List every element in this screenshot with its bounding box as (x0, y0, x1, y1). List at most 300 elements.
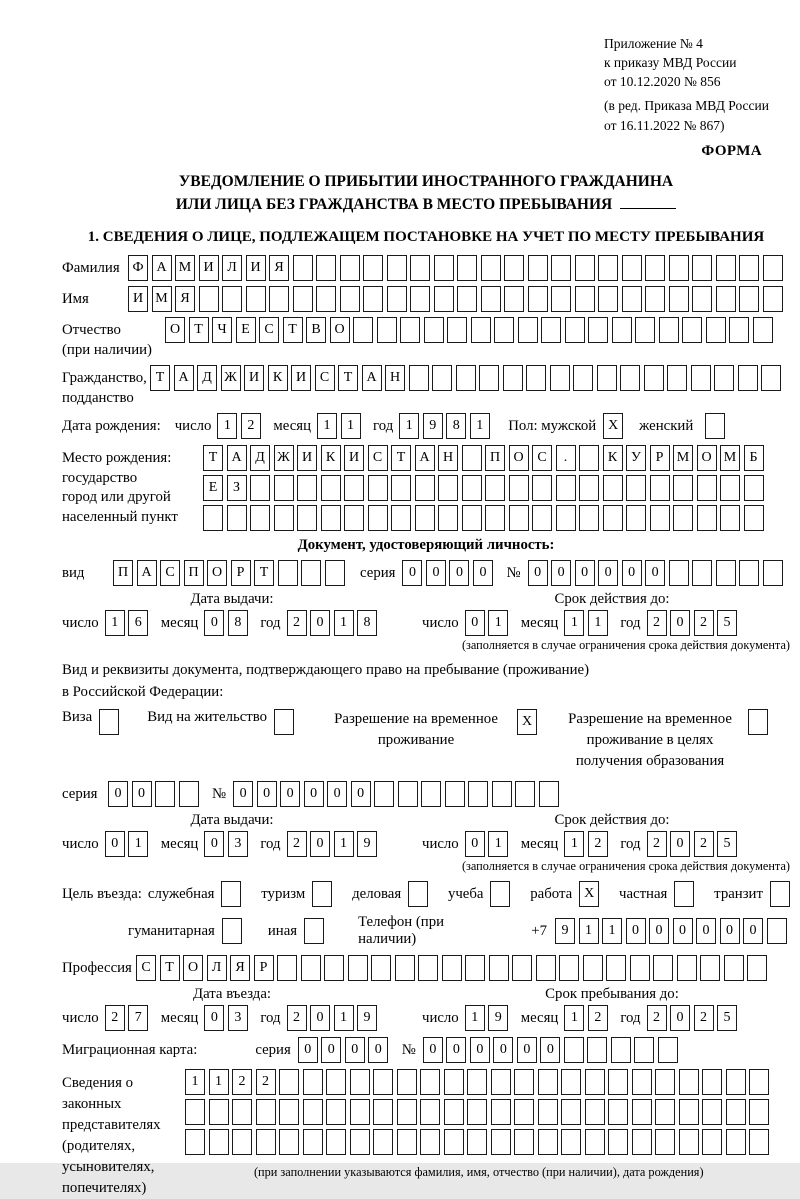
char-box[interactable] (550, 365, 570, 391)
char-box[interactable] (387, 255, 407, 281)
char-box[interactable] (467, 1099, 487, 1125)
char-box[interactable]: Т (254, 560, 274, 586)
char-box[interactable] (738, 365, 758, 391)
char-box[interactable]: Ч (212, 317, 232, 343)
char-box[interactable] (465, 955, 485, 981)
char-box[interactable]: 0 (351, 781, 371, 807)
char-box[interactable]: 0 (670, 1005, 690, 1031)
char-box[interactable]: П (485, 445, 505, 471)
char-box[interactable]: О (165, 317, 185, 343)
char-box[interactable] (485, 475, 505, 501)
char-box[interactable] (277, 955, 297, 981)
char-box[interactable]: А (174, 365, 194, 391)
char-box[interactable] (632, 1129, 652, 1155)
char-box[interactable] (509, 475, 529, 501)
char-box[interactable] (644, 365, 664, 391)
char-box[interactable] (650, 475, 670, 501)
char-box[interactable] (415, 505, 435, 531)
char-box[interactable] (541, 317, 561, 343)
char-box[interactable]: Т (391, 445, 411, 471)
char-box[interactable] (321, 475, 341, 501)
char-box[interactable] (368, 505, 388, 531)
char-box[interactable] (503, 365, 523, 391)
char-box[interactable]: 0 (105, 831, 125, 857)
char-box[interactable] (655, 1069, 675, 1095)
char-box[interactable] (326, 1069, 346, 1095)
char-box[interactable] (763, 286, 783, 312)
char-box[interactable] (673, 505, 693, 531)
char-box[interactable] (326, 1099, 346, 1125)
char-box[interactable]: И (244, 365, 264, 391)
char-box[interactable]: М (673, 445, 693, 471)
char-box[interactable] (504, 286, 524, 312)
char-box[interactable]: 2 (694, 610, 714, 636)
char-box[interactable]: Л (222, 255, 242, 281)
char-box[interactable]: 9 (488, 1005, 508, 1031)
char-box[interactable] (729, 317, 749, 343)
char-box[interactable] (622, 286, 642, 312)
char-box[interactable] (438, 505, 458, 531)
char-box[interactable]: 2 (241, 413, 261, 439)
char-box[interactable] (556, 505, 576, 531)
char-box[interactable]: 2 (232, 1069, 252, 1095)
char-box[interactable] (250, 505, 270, 531)
char-box[interactable] (445, 781, 465, 807)
char-box[interactable] (397, 1129, 417, 1155)
char-box[interactable] (655, 1099, 675, 1125)
char-box[interactable]: 2 (287, 1005, 307, 1031)
char-box[interactable]: 1 (128, 831, 148, 857)
char-box[interactable] (269, 286, 289, 312)
char-box[interactable] (400, 317, 420, 343)
char-box[interactable] (716, 560, 736, 586)
char-box[interactable] (739, 286, 759, 312)
char-box[interactable] (626, 475, 646, 501)
char-box[interactable] (669, 560, 689, 586)
char-box[interactable]: О (207, 560, 227, 586)
char-box[interactable] (669, 255, 689, 281)
char-box[interactable] (377, 317, 397, 343)
char-box[interactable] (598, 255, 618, 281)
char-box[interactable]: 8 (357, 610, 377, 636)
char-box[interactable]: И (128, 286, 148, 312)
char-box[interactable] (209, 1129, 229, 1155)
char-box[interactable] (726, 1099, 746, 1125)
char-box[interactable] (514, 1099, 534, 1125)
char-box[interactable] (373, 1129, 393, 1155)
char-box[interactable]: 7 (128, 1005, 148, 1031)
char-box[interactable] (424, 317, 444, 343)
char-box[interactable] (373, 1099, 393, 1125)
char-box[interactable] (559, 955, 579, 981)
char-box[interactable] (645, 255, 665, 281)
char-box[interactable] (579, 505, 599, 531)
char-box[interactable] (702, 1069, 722, 1095)
char-box[interactable] (303, 1069, 323, 1095)
char-box[interactable] (630, 955, 650, 981)
char-box[interactable]: 0 (473, 560, 493, 586)
char-box[interactable]: 0 (204, 831, 224, 857)
char-box[interactable]: Я (175, 286, 195, 312)
char-box[interactable] (673, 475, 693, 501)
char-box[interactable]: 1 (588, 610, 608, 636)
char-box[interactable] (739, 255, 759, 281)
char-box[interactable] (700, 955, 720, 981)
char-box[interactable] (340, 255, 360, 281)
char-box[interactable]: 0 (645, 560, 665, 586)
char-box[interactable] (246, 286, 266, 312)
char-box[interactable] (653, 955, 673, 981)
char-box[interactable] (301, 955, 321, 981)
char-box[interactable]: А (415, 445, 435, 471)
char-box[interactable]: Д (250, 445, 270, 471)
char-box[interactable]: Т (283, 317, 303, 343)
char-box[interactable] (720, 505, 740, 531)
char-box[interactable] (538, 1099, 558, 1125)
char-box[interactable] (279, 1129, 299, 1155)
char-box[interactable] (692, 286, 712, 312)
char-box[interactable] (325, 560, 345, 586)
char-box[interactable]: 1 (334, 610, 354, 636)
residence-permit-checkbox[interactable] (274, 709, 294, 735)
char-box[interactable]: 2 (694, 831, 714, 857)
char-box[interactable]: С (315, 365, 335, 391)
char-box[interactable] (706, 317, 726, 343)
purpose-gumanitarnaya-checkbox[interactable] (222, 918, 242, 944)
char-box[interactable] (420, 1099, 440, 1125)
purpose-sluzhebnaya-checkbox[interactable] (221, 881, 241, 907)
char-box[interactable]: 0 (720, 918, 740, 944)
char-box[interactable] (603, 475, 623, 501)
char-box[interactable]: М (175, 255, 195, 281)
char-box[interactable]: Р (650, 445, 670, 471)
char-box[interactable] (702, 1099, 722, 1125)
char-box[interactable] (481, 255, 501, 281)
char-box[interactable] (227, 505, 247, 531)
char-box[interactable] (301, 560, 321, 586)
char-box[interactable] (462, 475, 482, 501)
char-box[interactable]: Я (269, 255, 289, 281)
char-box[interactable]: Е (203, 475, 223, 501)
char-box[interactable]: 2 (588, 1005, 608, 1031)
char-box[interactable] (716, 286, 736, 312)
char-box[interactable] (350, 1069, 370, 1095)
char-box[interactable] (410, 255, 430, 281)
char-box[interactable]: З (227, 475, 247, 501)
char-box[interactable] (726, 1129, 746, 1155)
char-box[interactable]: Е (236, 317, 256, 343)
char-box[interactable]: 1 (334, 1005, 354, 1031)
char-box[interactable]: Б (744, 445, 764, 471)
char-box[interactable]: С (259, 317, 279, 343)
char-box[interactable] (409, 365, 429, 391)
char-box[interactable] (462, 445, 482, 471)
char-box[interactable] (726, 1069, 746, 1095)
char-box[interactable] (397, 1069, 417, 1095)
char-box[interactable]: 5 (717, 610, 737, 636)
char-box[interactable]: 0 (304, 781, 324, 807)
char-box[interactable]: 3 (228, 831, 248, 857)
char-box[interactable] (749, 1069, 769, 1095)
char-box[interactable] (489, 955, 509, 981)
char-box[interactable]: Т (189, 317, 209, 343)
char-box[interactable]: С (136, 955, 156, 981)
char-box[interactable]: 2 (647, 831, 667, 857)
char-box[interactable] (635, 317, 655, 343)
char-box[interactable] (697, 475, 717, 501)
char-box[interactable]: 2 (105, 1005, 125, 1031)
char-box[interactable] (608, 1129, 628, 1155)
char-box[interactable] (692, 255, 712, 281)
char-box[interactable]: Р (254, 955, 274, 981)
char-box[interactable] (611, 1037, 631, 1063)
char-box[interactable]: Д (197, 365, 217, 391)
purpose-tranzit-checkbox[interactable] (770, 881, 790, 907)
char-box[interactable] (509, 505, 529, 531)
char-box[interactable] (634, 1037, 654, 1063)
char-box[interactable]: 1 (564, 610, 584, 636)
char-box[interactable] (608, 1099, 628, 1125)
char-box[interactable] (514, 1129, 534, 1155)
char-box[interactable]: П (113, 560, 133, 586)
char-box[interactable] (350, 1099, 370, 1125)
char-box[interactable] (587, 1037, 607, 1063)
char-box[interactable] (279, 1069, 299, 1095)
char-box[interactable] (316, 286, 336, 312)
char-box[interactable]: 1 (488, 610, 508, 636)
char-box[interactable] (491, 1129, 511, 1155)
char-box[interactable] (608, 1069, 628, 1095)
char-box[interactable] (467, 1129, 487, 1155)
char-box[interactable] (468, 781, 488, 807)
char-box[interactable] (518, 317, 538, 343)
char-box[interactable]: 0 (257, 781, 277, 807)
char-box[interactable] (397, 1099, 417, 1125)
char-box[interactable] (363, 255, 383, 281)
char-box[interactable] (539, 781, 559, 807)
char-box[interactable]: А (137, 560, 157, 586)
char-box[interactable] (479, 365, 499, 391)
char-box[interactable]: Р (231, 560, 251, 586)
char-box[interactable] (222, 286, 242, 312)
char-box[interactable]: 0 (540, 1037, 560, 1063)
char-box[interactable]: С (532, 445, 552, 471)
char-box[interactable]: 0 (670, 831, 690, 857)
char-box[interactable]: К (321, 445, 341, 471)
char-box[interactable]: 1 (105, 610, 125, 636)
char-box[interactable] (324, 955, 344, 981)
purpose-delovaya-checkbox[interactable] (408, 881, 428, 907)
char-box[interactable]: 0 (233, 781, 253, 807)
char-box[interactable] (415, 475, 435, 501)
char-box[interactable] (747, 955, 767, 981)
char-box[interactable] (492, 781, 512, 807)
char-box[interactable]: 0 (670, 610, 690, 636)
char-box[interactable] (444, 1129, 464, 1155)
char-box[interactable]: 0 (204, 1005, 224, 1031)
char-box[interactable]: 0 (622, 560, 642, 586)
char-box[interactable] (606, 955, 626, 981)
char-box[interactable]: 0 (321, 1037, 341, 1063)
char-box[interactable] (565, 317, 585, 343)
char-box[interactable]: 0 (368, 1037, 388, 1063)
char-box[interactable]: Н (438, 445, 458, 471)
char-box[interactable]: 0 (493, 1037, 513, 1063)
char-box[interactable] (564, 1037, 584, 1063)
purpose-turizm-checkbox[interactable] (312, 881, 332, 907)
char-box[interactable] (373, 1069, 393, 1095)
char-box[interactable]: 1 (602, 918, 622, 944)
char-box[interactable]: Я (230, 955, 250, 981)
char-box[interactable] (682, 317, 702, 343)
char-box[interactable]: 1 (217, 413, 237, 439)
char-box[interactable]: 9 (555, 918, 575, 944)
char-box[interactable] (744, 475, 764, 501)
char-box[interactable] (526, 365, 546, 391)
char-box[interactable]: 0 (310, 610, 330, 636)
char-box[interactable] (749, 1129, 769, 1155)
char-box[interactable] (303, 1099, 323, 1125)
char-box[interactable]: 0 (310, 831, 330, 857)
char-box[interactable]: И (291, 365, 311, 391)
char-box[interactable] (420, 1069, 440, 1095)
char-box[interactable] (185, 1129, 205, 1155)
char-box[interactable] (444, 1069, 464, 1095)
char-box[interactable]: 0 (402, 560, 422, 586)
sex-female-checkbox[interactable] (705, 413, 725, 439)
char-box[interactable]: . (556, 445, 576, 471)
char-box[interactable]: 0 (298, 1037, 318, 1063)
char-box[interactable]: Ф (128, 255, 148, 281)
char-box[interactable]: А (152, 255, 172, 281)
char-box[interactable]: 0 (649, 918, 669, 944)
char-box[interactable] (702, 1129, 722, 1155)
char-box[interactable]: 0 (204, 610, 224, 636)
char-box[interactable] (645, 286, 665, 312)
char-box[interactable] (538, 1069, 558, 1095)
char-box[interactable] (556, 475, 576, 501)
char-box[interactable] (749, 1099, 769, 1125)
char-box[interactable]: 0 (449, 560, 469, 586)
char-box[interactable] (575, 255, 595, 281)
char-box[interactable]: 1 (465, 1005, 485, 1031)
char-box[interactable]: 8 (228, 610, 248, 636)
char-box[interactable] (395, 955, 415, 981)
char-box[interactable] (434, 255, 454, 281)
char-box[interactable]: 0 (465, 610, 485, 636)
purpose-chastnaya-checkbox[interactable] (674, 881, 694, 907)
char-box[interactable] (387, 286, 407, 312)
char-box[interactable] (677, 955, 697, 981)
char-box[interactable]: 0 (426, 560, 446, 586)
char-box[interactable] (669, 286, 689, 312)
char-box[interactable] (421, 781, 441, 807)
char-box[interactable]: 0 (575, 560, 595, 586)
char-box[interactable] (293, 286, 313, 312)
char-box[interactable] (434, 286, 454, 312)
char-box[interactable]: И (246, 255, 266, 281)
char-box[interactable] (485, 505, 505, 531)
char-box[interactable]: 0 (423, 1037, 443, 1063)
char-box[interactable] (420, 1129, 440, 1155)
char-box[interactable]: Т (203, 445, 223, 471)
char-box[interactable] (514, 1069, 534, 1095)
char-box[interactable] (350, 1129, 370, 1155)
char-box[interactable] (597, 365, 617, 391)
char-box[interactable]: Н (385, 365, 405, 391)
char-box[interactable]: А (362, 365, 382, 391)
char-box[interactable]: 0 (598, 560, 618, 586)
char-box[interactable]: 9 (423, 413, 443, 439)
char-box[interactable] (585, 1099, 605, 1125)
char-box[interactable] (199, 286, 219, 312)
char-box[interactable]: 0 (132, 781, 152, 807)
char-box[interactable]: 5 (717, 831, 737, 857)
char-box[interactable] (321, 505, 341, 531)
char-box[interactable] (340, 286, 360, 312)
char-box[interactable]: 1 (317, 413, 337, 439)
char-box[interactable]: Т (338, 365, 358, 391)
char-box[interactable] (256, 1099, 276, 1125)
char-box[interactable]: 2 (256, 1069, 276, 1095)
char-box[interactable] (250, 475, 270, 501)
char-box[interactable] (551, 286, 571, 312)
char-box[interactable] (279, 1099, 299, 1125)
char-box[interactable]: 2 (287, 831, 307, 857)
char-box[interactable] (203, 505, 223, 531)
char-box[interactable] (551, 255, 571, 281)
char-box[interactable]: Ж (221, 365, 241, 391)
char-box[interactable]: 9 (357, 831, 377, 857)
char-box[interactable]: 0 (280, 781, 300, 807)
char-box[interactable] (585, 1069, 605, 1095)
char-box[interactable] (457, 286, 477, 312)
char-box[interactable]: 1 (185, 1069, 205, 1095)
char-box[interactable] (561, 1129, 581, 1155)
char-box[interactable] (297, 505, 317, 531)
char-box[interactable] (716, 255, 736, 281)
char-box[interactable] (583, 955, 603, 981)
char-box[interactable] (344, 505, 364, 531)
char-box[interactable] (536, 955, 556, 981)
purpose-ucheba-checkbox[interactable] (490, 881, 510, 907)
char-box[interactable]: 0 (446, 1037, 466, 1063)
char-box[interactable]: 0 (696, 918, 716, 944)
char-box[interactable] (512, 955, 532, 981)
char-box[interactable] (588, 317, 608, 343)
char-box[interactable] (724, 955, 744, 981)
char-box[interactable]: 1 (399, 413, 419, 439)
char-box[interactable] (374, 781, 394, 807)
char-box[interactable] (538, 1129, 558, 1155)
char-box[interactable]: 0 (345, 1037, 365, 1063)
char-box[interactable] (659, 317, 679, 343)
char-box[interactable]: И (297, 445, 317, 471)
char-box[interactable]: И (344, 445, 364, 471)
char-box[interactable] (462, 505, 482, 531)
char-box[interactable] (528, 286, 548, 312)
char-box[interactable] (561, 1099, 581, 1125)
char-box[interactable] (391, 475, 411, 501)
char-box[interactable]: 0 (310, 1005, 330, 1031)
char-box[interactable] (667, 365, 687, 391)
char-box[interactable] (232, 1099, 252, 1125)
char-box[interactable]: М (720, 445, 740, 471)
char-box[interactable] (155, 781, 175, 807)
char-box[interactable]: Т (160, 955, 180, 981)
char-box[interactable]: О (697, 445, 717, 471)
char-box[interactable]: 2 (647, 1005, 667, 1031)
